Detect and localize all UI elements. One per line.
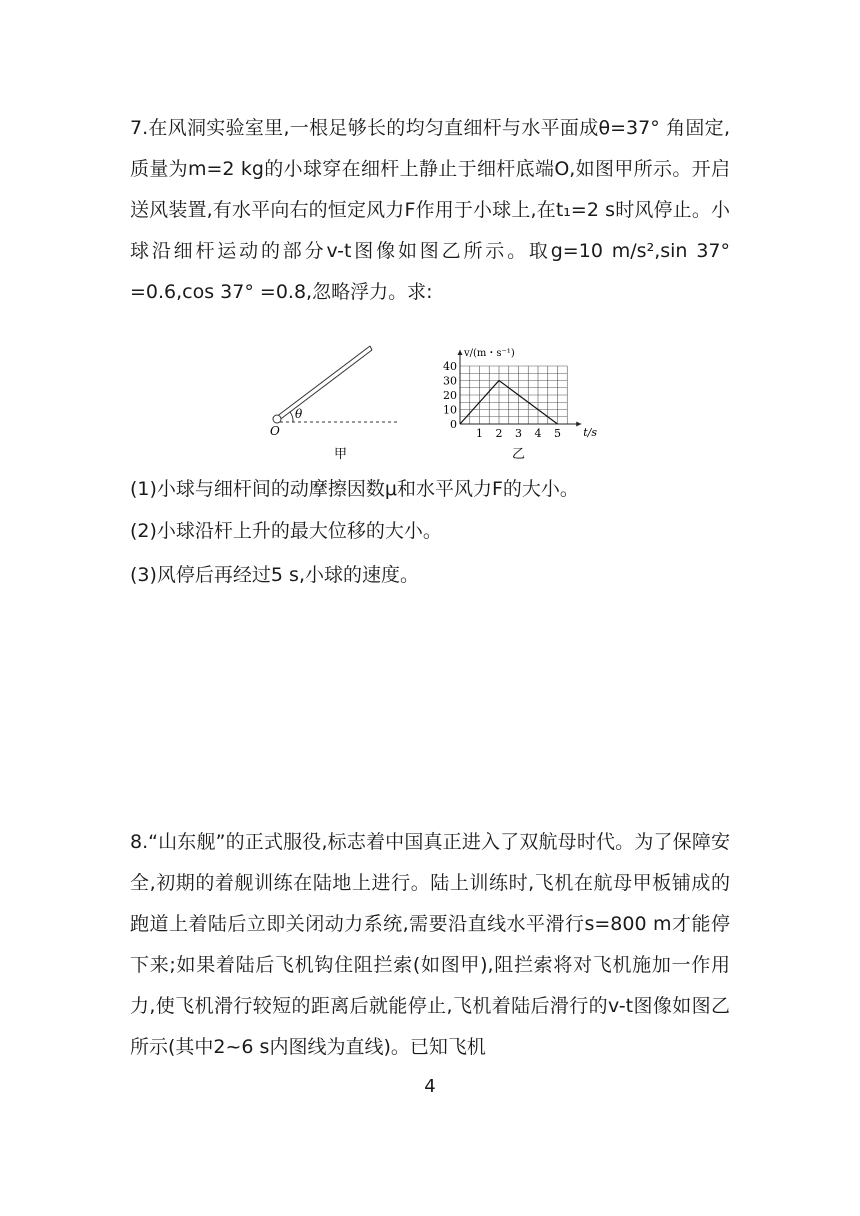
question-7-part-1: (1)小球与细杆间的动摩擦因数μ和水平风力F的大小。 xyxy=(130,478,579,500)
chart-grid xyxy=(460,366,567,424)
x-axis-arrow-icon xyxy=(576,422,581,427)
figure-a-rod-diagram xyxy=(270,346,400,462)
ball-icon xyxy=(273,415,281,423)
y-tick-label: 20 xyxy=(443,389,457,402)
question-7-figure xyxy=(260,334,600,464)
figure-b-caption: 乙 xyxy=(512,447,526,462)
y-tick-label: 30 xyxy=(443,374,457,388)
page-number: 4 xyxy=(424,1076,436,1097)
chart-ticks xyxy=(443,360,561,440)
angle-label: θ xyxy=(295,407,303,421)
x-tick-label: 5 xyxy=(554,427,561,440)
chart-axes xyxy=(458,350,582,427)
rod-edge-lower xyxy=(278,350,372,421)
question-7-stem: 7.在风洞实验室里,一根足够长的均匀直细杆与水平面成θ=37° 角固定,质量为m=2 kg的小球穿在细杆上静止于细杆底端O,如图甲所示。开启送风装置,有水平向右的恒定风力F作用于小球上,在t₁=2 s时风停止。小球沿细杆运动的部分v-t图像如图乙所示。取g=10 m/s²,sin 37° =0.6,cos 37° =0.8,忽略浮力。求: xyxy=(130,117,730,303)
question-7-part-3: (3)风停后再经过5 s,小球的速度。 xyxy=(130,564,419,586)
x-tick-label: 3 xyxy=(515,427,522,440)
y-axis-arrow-icon xyxy=(458,350,463,355)
origin-label: O xyxy=(270,424,280,438)
rod-edge-upper xyxy=(276,346,370,417)
question-7-part-2: (2)小球沿杆上升的最大位移的大小。 xyxy=(130,520,442,542)
x-tick-label: 2 xyxy=(495,427,503,440)
x-axis-label: t/s xyxy=(583,426,598,439)
y-axis-label: v/(m・s⁻¹) xyxy=(464,348,515,359)
rod-end xyxy=(370,346,372,350)
question-8-stem: 8.“山东舰”的正式服役,标志着中国真正进入了双航母时代。为了保障安全,初期的着舰训练在陆地上进行。陆上训练时,飞机在航母甲板铺成的跑道上着陆后立即关闭动力系统,需要沿直线水平滑行s=800 m才能停下来;如果着陆后飞机钩住阻拦索(如图甲),阻拦索将对飞机施加一作用力,使飞机滑行较短的距离后就能停止,飞机着陆后滑行的v-t图像如图乙所示(其中2~6 s内图线为直线)。已知飞机 xyxy=(130,831,730,1058)
chart-origin-label: 0 xyxy=(450,418,457,431)
x-tick-label: 4 xyxy=(534,427,542,440)
angle-arc xyxy=(290,412,293,422)
y-tick-label: 40 xyxy=(443,360,457,373)
figure-b-vt-chart xyxy=(443,348,597,462)
figure-a-caption: 甲 xyxy=(334,447,348,462)
x-tick-label: 1 xyxy=(476,427,483,440)
y-tick-label: 10 xyxy=(443,403,457,417)
